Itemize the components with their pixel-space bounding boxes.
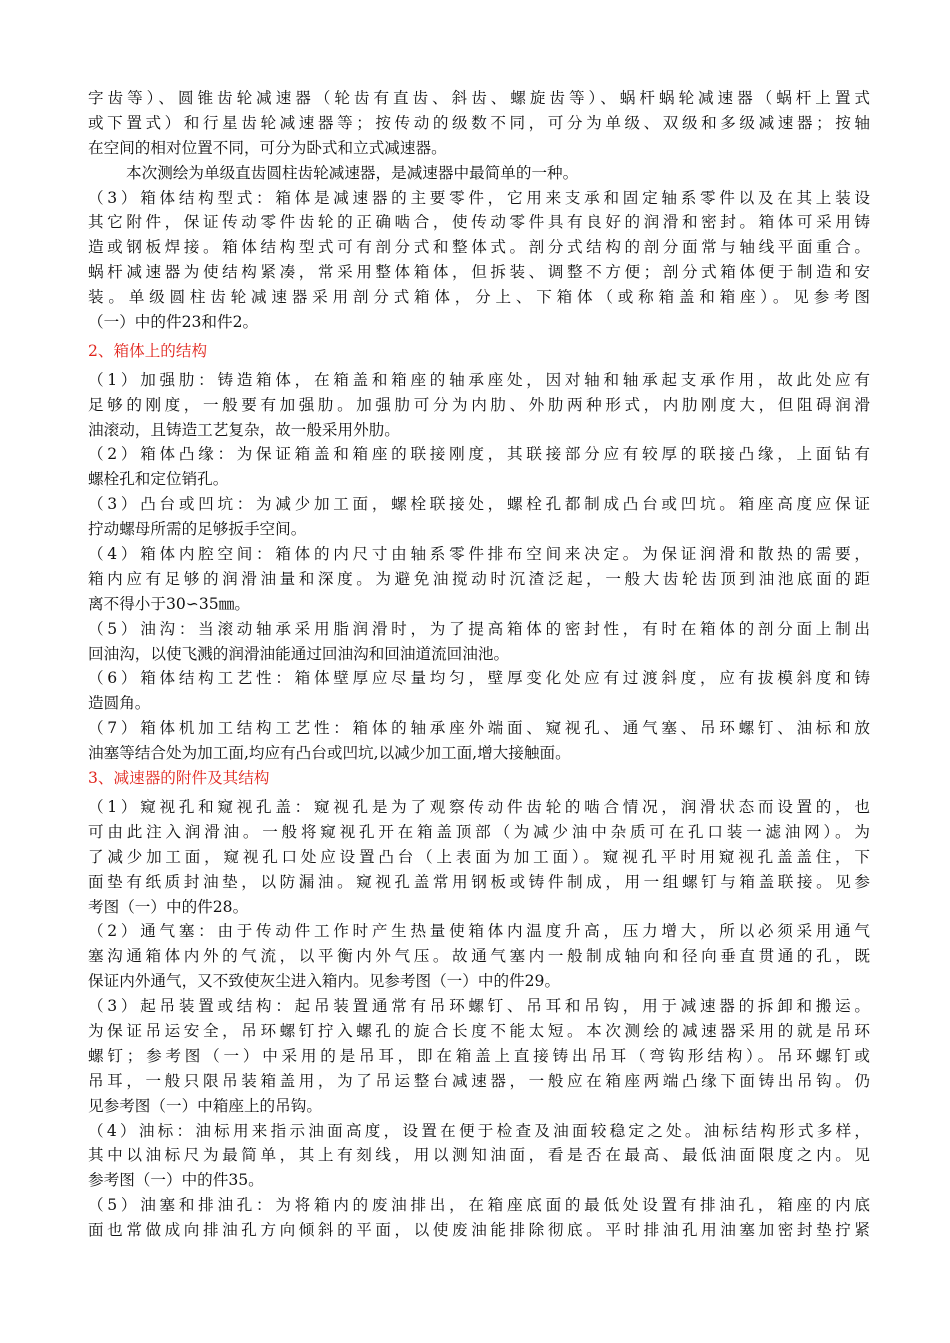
text-line: 或下置式）和行星齿轮减速器等；按传动的级数不同，可分为单级、双级和多级减速器；按轴 bbox=[88, 113, 870, 132]
paragraph-survey-note bbox=[88, 161, 870, 186]
text-line: 蜗杆减速器为使结构紧凑，常采用整体箱体，但拆装、调整不方便；剖分式箱体便于制造和安 bbox=[88, 263, 870, 282]
text-line: 造或钢板焊接。箱体结构型式可有剖分式和整体式。剖分式结构的剖分面常与轴线平面重合。 bbox=[88, 238, 870, 257]
text-line: （4）箱体内腔空间：箱体的内尺寸由轴系零件排布空间来决定。为保证润滑和散热的需要， bbox=[88, 545, 870, 564]
item-inner-cavity bbox=[88, 542, 870, 617]
text-line: （5）油沟：当滚动轴承采用脂润滑时，为了提高箱体的密封性，有时在箱体的剖分面上制出 bbox=[88, 619, 870, 638]
text-line: 螺栓孔和定位销孔。 bbox=[88, 470, 229, 489]
text-line: 可由此注入润滑油。一般将窥视孔开在箱盖顶部（为减少油中杂质可在孔口装一滤油网）。为 bbox=[88, 822, 870, 841]
text-line: 塞沟通箱体内外的气流，以平衡内外气压。故通气塞内一般制成轴向和径向垂直贯通的孔，既 bbox=[88, 947, 870, 966]
text-line: （4）油标：油标用来指示油面高度，设置在便于检查及油面较稳定之处。油标结构形式多样， bbox=[88, 1121, 870, 1140]
text-line: 油塞等结合处为加工面,均应有凸台或凹坑,以减少加工面,增大接触面。 bbox=[88, 744, 571, 763]
item-boss-or-recess bbox=[88, 492, 870, 542]
text-line: （3）箱体结构型式：箱体是减速器的主要零件，它用来支承和固定轴系零件以及在其上装设 bbox=[88, 188, 870, 207]
item-stiffening-rib bbox=[88, 368, 870, 443]
text-line: 在空间的相对位置不同，可分为卧式和立式减速器。 bbox=[88, 138, 447, 157]
text-line: （3）起吊装置或结构：起吊装置通常有吊环螺钉、吊耳和吊钩，用于减速器的拆卸和搬运。 bbox=[88, 997, 870, 1016]
text-line: （1）窥视孔和窥视孔盖：窥视孔是为了观察传动件齿轮的啮合情况，润滑状态而设置的，也 bbox=[88, 797, 870, 816]
item-oil-gauge bbox=[88, 1119, 870, 1194]
text-line: 参考图（一）中的件35。 bbox=[88, 1171, 264, 1190]
document-page bbox=[88, 86, 870, 1243]
item-vent-plug bbox=[88, 919, 870, 994]
item-inspection-hole bbox=[88, 795, 870, 919]
text-line: 字齿等）、圆锥齿轮减速器（轮齿有直齿、斜齿、螺旋齿等）、蜗杆蜗轮减速器（蜗杆上置式 bbox=[88, 89, 870, 107]
item-drain-plug bbox=[88, 1193, 870, 1243]
text-line: 拧动螺母所需的足够扳手空间。 bbox=[88, 520, 307, 539]
text-line: 其中以油标尺为最简单，其上有刻线，用以测知油面，看是否在最高、最低油面限度之内。见 bbox=[88, 1146, 870, 1165]
text-line: （2）通气塞：由于传动件工作时产生热量使箱体内温度升高，压力增大，所以必须采用通气 bbox=[88, 922, 870, 941]
text-line: 面垫有纸质封油垫，以防漏油。窥视孔盖常用钢板或铸件制成，用一组螺钉与箱盖联接。见参 bbox=[88, 872, 870, 891]
item-box-flange bbox=[88, 442, 870, 492]
text-line: 造圆角。 bbox=[88, 694, 151, 713]
text-line: 螺钉；参考图（一）中采用的是吊耳，即在箱盖上直接铸出吊耳（弯钩形结构）。吊环螺钉或 bbox=[88, 1046, 870, 1065]
item-machining-process bbox=[88, 716, 870, 766]
text-line: 面也常做成向排油孔方向倾斜的平面，以使废油能排除彻底。平时排油孔用油塞加密封垫拧紧 bbox=[88, 1221, 870, 1240]
text-line: 油滚动，且铸造工艺复杂，故一般采用外肋。 bbox=[88, 420, 400, 439]
section-heading-accessories: 3、减速器的附件及其结构 bbox=[88, 769, 270, 788]
text-line: 回油沟，以使飞溅的润滑油能通过回油沟和回油道流回油池。 bbox=[88, 644, 510, 663]
text-line: 箱内应有足够的润滑油量和深度。为避免油搅动时沉渣泛起，一般大齿轮齿顶到油池底面的距 bbox=[88, 569, 870, 588]
text-line: （1）加强肋：铸造箱体，在箱盖和箱座的轴承座处，因对轴和轴承起支承作用，故此处应有 bbox=[88, 370, 870, 389]
text-line: 装。单级圆柱齿轮减速器采用剖分式箱体，分上、下箱体（或称箱盖和箱座）。见参考图 bbox=[88, 288, 870, 307]
item-lifting-device bbox=[88, 994, 870, 1118]
text-line: （2）箱体凸缘：为保证箱盖和箱座的联接刚度，其联接部分应有较厚的联接凸缘，上面钻有 bbox=[88, 445, 870, 464]
text-line: 保证内外通气，又不致使灰尘进入箱内。见参考图（一）中的件29。 bbox=[88, 972, 561, 991]
section-heading-box-structures: 2、箱体上的结构 bbox=[88, 341, 208, 360]
text-line: （6）箱体结构工艺性：箱体壁厚应尽量均匀，壁厚变化处应有过渡斜度，应有拔模斜度和铸 bbox=[88, 669, 870, 688]
text-line: 本次测绘为单级直齿圆柱齿轮减速器，是减速器中最简单的一种。 bbox=[126, 163, 579, 182]
paragraph-box-structure-type bbox=[88, 186, 870, 335]
text-line: 离不得小于30∽35㎜。 bbox=[88, 594, 250, 613]
text-line: 其它附件，保证传动零件齿轮的正确啮合，使传动零件具有良好的润滑和密封。箱体可采用铸 bbox=[88, 213, 870, 232]
text-line: （一）中的件23和件2。 bbox=[88, 313, 259, 332]
text-line: （5）油塞和排油孔：为将箱内的废油排出，在箱座底面的最低处设置有排油孔，箱座的内底 bbox=[88, 1196, 870, 1215]
text-line: （7）箱体机加工结构工艺性：箱体的轴承座外端面、窥视孔、通气塞、吊环螺钉、油标和放 bbox=[88, 719, 870, 738]
item-structure-process bbox=[88, 666, 870, 716]
text-line: 足够的刚度，一般要有加强肋。加强肋可分为内肋、外肋两种形式，内肋刚度大，但阻碍润滑 bbox=[88, 395, 870, 414]
text-line: 见参考图（一）中箱座上的吊钩。 bbox=[88, 1096, 322, 1115]
item-oil-groove bbox=[88, 617, 870, 667]
text-line: 了减少加工面，窥视孔口处应设置凸台（上表面为加工面）。窥视孔平时用窥视孔盖盖住，下 bbox=[88, 847, 870, 866]
text-line: 为保证吊运安全，吊环螺钉拧入螺孔的旋合长度不能太短。本次测绘的减速器采用的就是吊环 bbox=[88, 1021, 870, 1040]
paragraph-reducer-types bbox=[88, 86, 870, 161]
text-line: 考图（一）中的件28。 bbox=[88, 897, 249, 916]
text-line: （3）凸台或凹坑：为减少加工面，螺栓联接处，螺栓孔都制成凸台或凹坑。箱座高度应保证 bbox=[88, 495, 870, 514]
text-line: 吊耳，一般只限吊装箱盖用，为了吊运整台减速器，一般应在箱座两端凸缘下面铸出吊钩。仍 bbox=[88, 1071, 870, 1090]
